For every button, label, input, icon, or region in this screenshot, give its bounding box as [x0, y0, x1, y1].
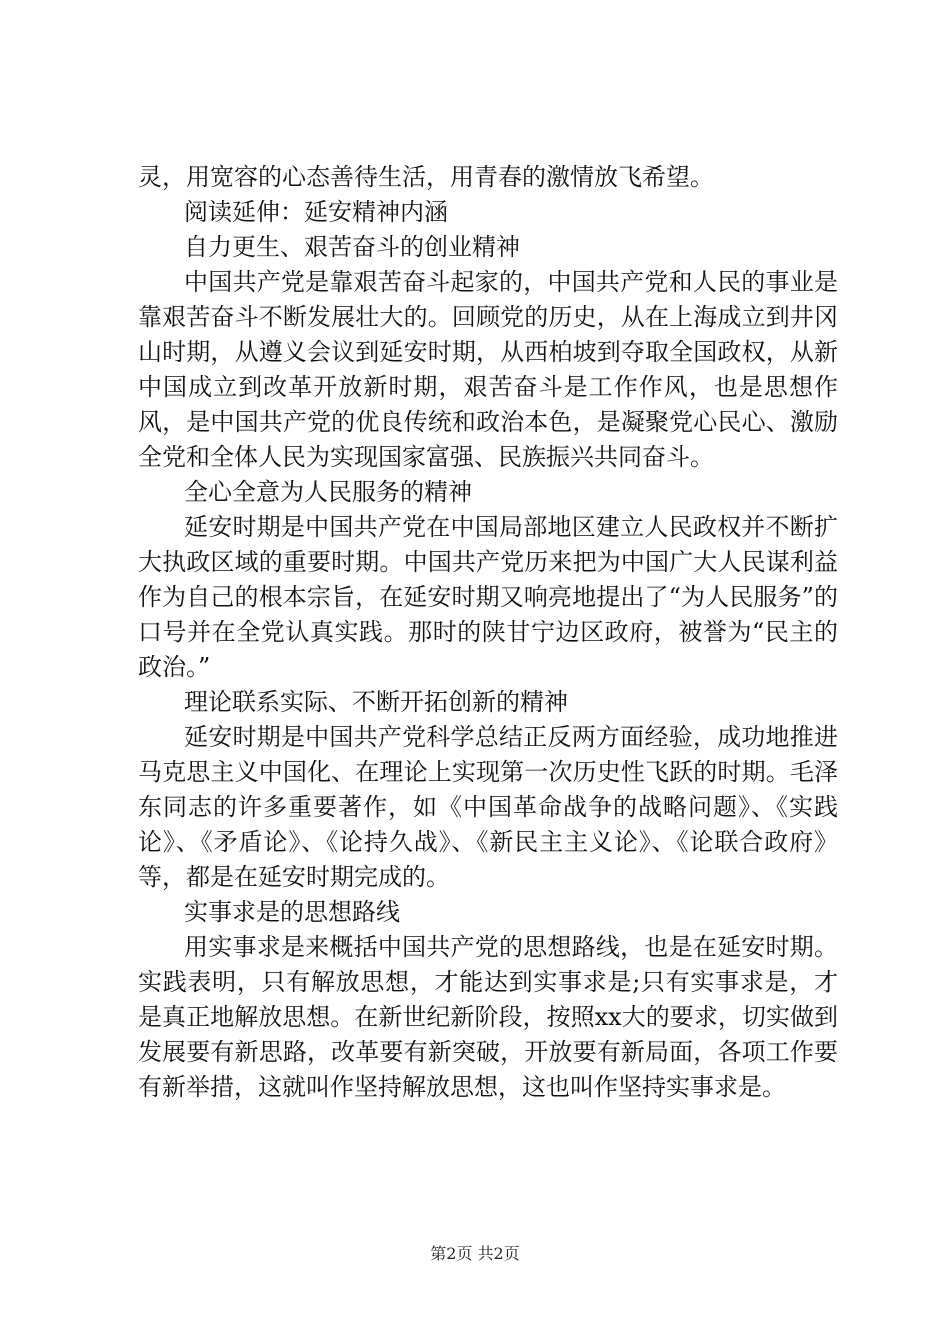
document-body: [138, 160, 838, 1105]
paragraph-seek-truth: 用实事求是来概括中国共产党的思想路线，也是在延安时期。实践表明，只有解放思想，才能达到实事求是;只有实事求是，才是真正地解放思想。在新世纪新阶段，按照xx大的要求，切实做到发展要有新思路，改革要有新突破，开放要有新局面，各项工作要有新举措，这就叫作坚持解放思想，这也叫作坚持实事求是。: [138, 933, 838, 1101]
page-footer: [0, 1244, 950, 1264]
subheading-self-reliance: 自力更生、艰苦奋斗的创业精神: [184, 233, 520, 261]
page-number-label: 第2页 共2页: [430, 1244, 520, 1263]
subheading-theory-practice: 理论联系实际、不断开拓创新的精神: [184, 688, 568, 716]
subheading-serve-the-people: 全心全意为人民服务的精神: [184, 478, 472, 506]
paragraph-continuation: 灵，用宽容的心态善待生活，用青春的激情放飞希望。: [138, 163, 714, 191]
paragraph-theory-practice: 延安时期是中国共产党科学总结正反两方面经验，成功地推进马克思主义中国化、在理论上实现第一次历史性飞跃的时期。毛泽东同志的许多重要著作，如《中国革命战争的战略问题》、《实践论》、《矛盾论》、《论持久战》、《新民主主义论》、《论联合政府》等，都是在延安时期完成的。: [138, 723, 838, 891]
section-heading-reading-extension: 阅读延伸：延安精神内涵: [184, 198, 448, 226]
subheading-seek-truth: 实事求是的思想路线: [184, 898, 400, 926]
paragraph-self-reliance: 中国共产党是靠艰苦奋斗起家的，中国共产党和人民的事业是靠艰苦奋斗不断发展壮大的。回顾党的历史，从在上海成立到井冈山时期，从遵义会议到延安时期，从西柏坡到夺取全国政权，从新中国成立到改革开放新时期，艰苦奋斗是工作作风，也是思想作风，是中国共产党的优良传统和政治本色，是凝聚党心民心、激励全党和全体人民为实现国家富强、民族振兴共同奋斗。: [138, 268, 838, 471]
paragraph-serve-the-people: 延安时期是中国共产党在中国局部地区建立人民政权并不断扩大执政区域的重要时期。中国共产党历来把为中国广大人民谋利益作为自己的根本宗旨，在延安时期又响亮地提出了“为人民服务”的口号并在全党认真实践。那时的陕甘宁边区政府，被誉为“民主的政治。”: [138, 513, 838, 681]
